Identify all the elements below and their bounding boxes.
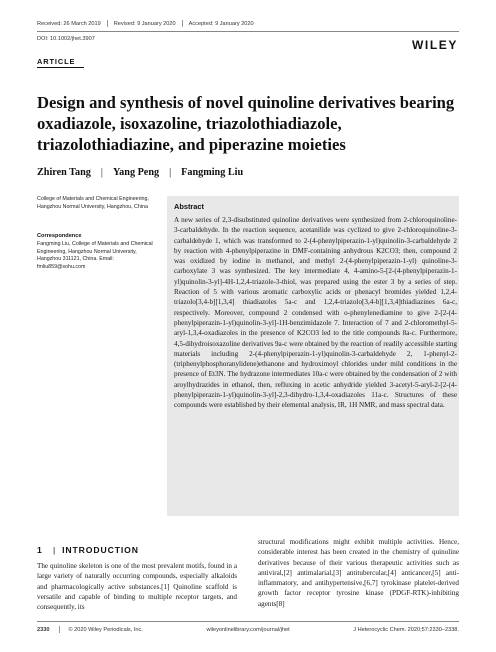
abstract-body: A new series of 2,3-disubstituted quinoline derivatives were synthesized from 2-chloroquinoline-3-carbaldehyde. In the reaction sequence, acetanilide was cyclized to give 2-chloroquinoline-3-carbaldehyde 1, which was transformed to 2-(4-phenylpiperazin-1-yl)quinolin-3-carbaldehyde 2 by reaction with 4-phenylpiperazine in DMF-containing anhydrous K2CO3; then, compound 2 was oxidized by iodine in methanol, and methyl 2-(4-phenylpiperazin-1-yl) quinoline-3-carboxylate 3 was synthesized. The key intermediate 4, 4-amino-5-[2-(4-phenylpiperazin-1-yl)quinolin-3-yl]-4H-1,2,4-triazole-3-thiol, was prepared using the ester 3 by a series of step. Reaction of 5 with various aromatic carboxylic acids or phenacyl bromides yielded 1,2,4-triazolo[3,4-b][1,3,4] thiadiazoles 5a-c and 1,2,4-triazolo[3,4-b][1,3,4]thiadiazines 6a-c, respectively. Moreover, compound 2 condensed with o-phenylenediamine to give 2-[2-(4-phenylpiperazin-1-yl)quinolin-3-yl]-1H-benzimidazole 7. Interaction of 7 and 2-chloromethyl-5-aryl-1,3,4-oxadiazoles in the presence of K2CO3 led to the title compounds 8a-c. Furthermore, 4,5-dihydroisoxazoline derivatives 9a-c were obtained by the reaction of readily accessible starting materials including 2-(4-phenylpiperazin-1-yl)quinolin-3-carbaldehyde 2, 1-phenyl-2-(triphenylphosphoranylidene)ethanone and hydroximoyl chlorides under mild conditions in the presence of Et3N. The hydrazone intermediates 10a-c were obtained by the condensation of 2 with aroylhydrazides in ethanol, then, refluxing in acetic anhydride yielded 3-acetyl-5-aryl-2-[2-(4-phenylpiperazin-1-yl)quinolin-3-yl]-2,3-dihydro-1,3,4-oxadiazoles 11a-c. Structures of these compounds were established by their elemental analysis, IR, 1H NMR, and mass spectral data.: [174, 216, 457, 410]
divider: [182, 20, 183, 27]
section-title: INTRODUCTION: [62, 545, 139, 555]
section-label: ARTICLE: [37, 57, 76, 66]
section-rule: [37, 67, 84, 68]
author-name[interactable]: Zhiren Tang: [37, 167, 91, 178]
article-title: Design and synthesis of novel quinoline derivatives bearing oxadiazole, isoxazoline, triazolothiadiazole, triazolothiadiazine, and piperazine moieties: [37, 93, 455, 154]
abstract-heading: Abstract: [174, 202, 204, 211]
author-name[interactable]: Yang Peng: [112, 167, 160, 178]
heading-separator: |: [53, 545, 57, 555]
author-separator: |: [100, 167, 103, 178]
footer-left: [37, 626, 143, 633]
correspondence-label: Correspondence: [37, 233, 82, 239]
affiliation: College of Materials and Chemical Engineering, Hangzhou Normal University, Hangzhou, China: [37, 196, 149, 210]
page-footer: [37, 626, 459, 633]
publisher-logo: WILEY: [412, 38, 458, 52]
doi-link[interactable]: DOI: 10.1002/jhet.3907: [37, 36, 95, 42]
divider: [59, 626, 60, 633]
section-number: 1: [37, 545, 43, 555]
divider: [107, 20, 108, 27]
citation: J Heterocyclic Chem. 2020;57:2330–2338.: [353, 626, 459, 633]
correspondence-text: Fangming Liu, College of Materials and Chemical Engineering, Hangzhou Normal University, Hangzhou 311121, China. Email: fmliu859@sohu.com: [37, 241, 153, 270]
introduction-heading: [37, 545, 139, 555]
author-list: [37, 167, 243, 178]
accepted-date: Accepted: 9 January 2020: [188, 20, 254, 27]
header-rule: [37, 31, 459, 32]
footer-rule: [37, 621, 459, 622]
received-date: Received: 26 March 2019: [37, 20, 101, 27]
author-separator: |: [169, 167, 172, 178]
author-name[interactable]: Fangming Liu: [181, 167, 244, 178]
revised-date: Revised: 9 January 2020: [113, 20, 176, 27]
intro-column-right: structural modifications might exhibit multiple activities. Hence, considerable interest has been created in the chemistry of quinoline derivatives because of their various therapeutic activities such as antiviral,[2] antimalarial,[3] antitubercular,[4] anticancer,[5] anti-inflammatory, and antihypertensive,[6,7] tyrokinase platelet-derived growth factor receptor tyrosine kinase (PDGF-RTK)-inhibiting agents[8]: [258, 538, 459, 608]
page-number: 2330: [37, 626, 50, 633]
intro-column-left: The quinoline skeleton is one of the most prevalent motifs, found in a large variety of naturally occurring compounds, especially alkaloids and pharmacologically active substances.[1] Quinoline scaffold is versatile and capable of binding to multiple receptor targets, and consequently, its: [37, 562, 237, 612]
journal-url[interactable]: wileyonlinelibrary.com/journal/jhet: [206, 626, 290, 633]
copyright: © 2020 Wiley Periodicals, Inc.: [68, 626, 143, 633]
history-bar: [37, 20, 254, 27]
